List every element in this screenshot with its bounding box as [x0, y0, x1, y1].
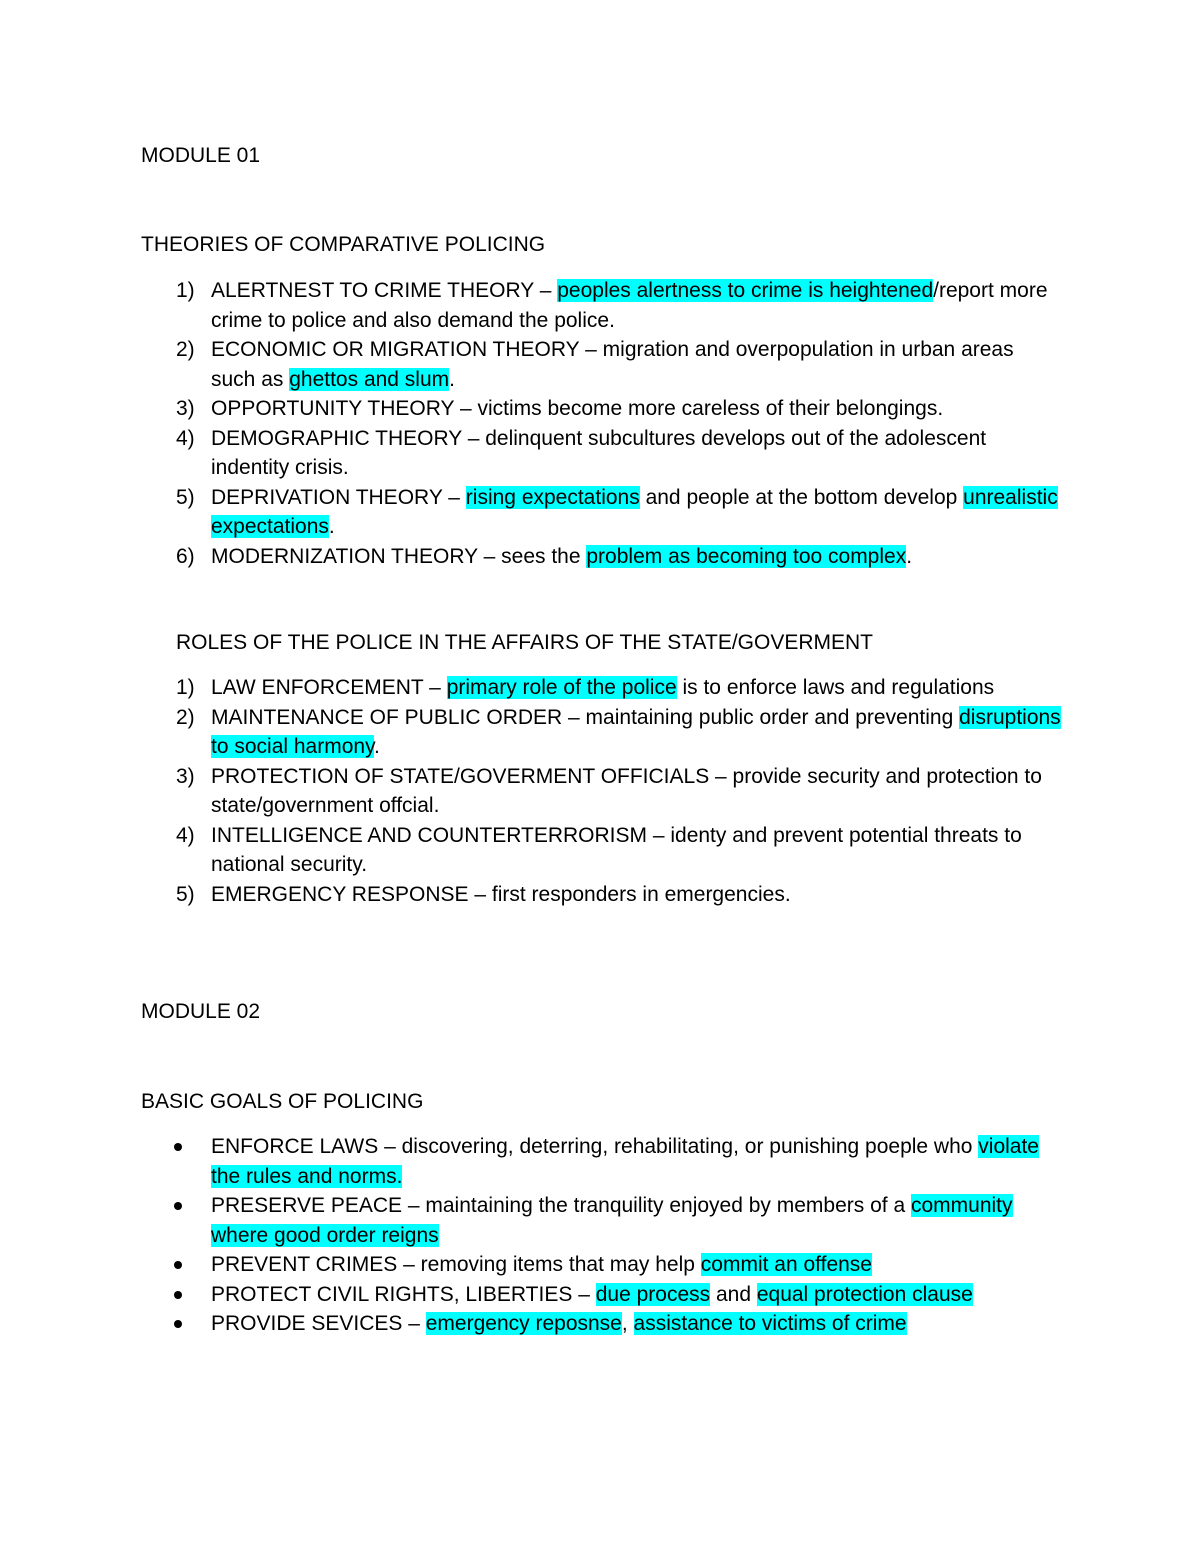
list-item: PROVIDE SEVICES – emergency reposnse, assistance to victims of crime: [0, 1309, 1061, 1339]
list-item: 2) ECONOMIC OR MIGRATION THEORY – migration and overpopulation in urban areas such as ghettos and slum.: [0, 335, 1061, 394]
highlighted-text: due process: [595, 1282, 711, 1306]
list-item: 1) ALERTNEST TO CRIME THEORY – peoples alertness to crime is heightened/report more crime to police and also demand the police.: [0, 276, 1061, 335]
theories-heading: THEORIES OF COMPARATIVE POLICING: [141, 233, 546, 256]
list-item: 4) DEMOGRAPHIC THEORY – delinquent subcultures develops out of the adolescent indentity crisis.: [0, 424, 1061, 483]
goals-list: [0, 1132, 1200, 1339]
list-number: 4): [176, 823, 195, 847]
list-item: 2) MAINTENANCE OF PUBLIC ORDER – maintaining public order and preventing disruptions to social harmony.: [0, 703, 1061, 762]
highlighted-text: equal protection clause: [756, 1282, 973, 1306]
highlighted-text: disruptions to social harmony: [211, 705, 1061, 758]
list-item: 3) OPPORTUNITY THEORY – victims become more careless of their belongings.: [0, 394, 1061, 424]
highlighted-text: assistance to victims of crime: [633, 1312, 907, 1335]
list-item: PROTECT CIVIL RIGHTS, LIBERTIES – due process and equal protection clause: [0, 1280, 1061, 1310]
bullet-icon: [174, 1143, 182, 1151]
bullet-icon: [174, 1202, 182, 1210]
list-number: 2): [176, 338, 195, 361]
list-item: ENFORCE LAWS – discovering, deterring, rehabilitating, or punishing poeple who violate the rules and norms.: [0, 1132, 1061, 1191]
list-item: 5) EMERGENCY RESPONSE – first responders in emergencies.: [0, 880, 1061, 910]
highlighted-text: emergency reposnse: [425, 1312, 622, 1335]
list-number: 4): [176, 426, 195, 450]
list-item: 4) INTELLIGENCE AND COUNTERTERRORISM – identy and prevent potential threats to national security.: [0, 821, 1061, 880]
bullet-icon: [174, 1291, 182, 1299]
highlighted-text: primary role of the police: [446, 676, 677, 699]
list-item: PREVENT CRIMES – removing items that may help commit an offense: [0, 1250, 1061, 1280]
goals-heading: BASIC GOALS OF POLICING: [141, 1090, 424, 1113]
highlighted-text: peoples alertness to crime is heightened: [557, 279, 934, 302]
list-number: 1): [176, 279, 195, 302]
list-number: 5): [176, 485, 195, 509]
list-item: PRESERVE PEACE – maintaining the tranquility enjoyed by members of a community where good order reigns: [0, 1191, 1061, 1250]
theories-list: [0, 276, 1200, 571]
list-number: 3): [176, 764, 195, 788]
highlighted-text: unrealistic expectations: [211, 485, 1058, 538]
roles-heading: ROLES OF THE POLICE IN THE AFFAIRS OF THE STATE/GOVERMENT: [176, 631, 874, 654]
list-number: 3): [176, 397, 195, 420]
highlighted-text: commit an offense: [700, 1253, 872, 1276]
highlighted-text: rising expectations: [465, 485, 640, 509]
list-item: 1) LAW ENFORCEMENT – primary role of the police is to enforce laws and regulations: [0, 673, 1061, 703]
bullet-icon: [174, 1261, 182, 1269]
list-item: 3) PROTECTION OF STATE/GOVERMENT OFFICIALS – provide security and protection to state/government offcial.: [0, 762, 1061, 821]
highlighted-text: community where good order reigns: [211, 1194, 1013, 1247]
highlighted-text: violate the rules and norms.: [211, 1135, 1039, 1188]
module-01-title: MODULE 01: [141, 144, 261, 167]
highlighted-text: ghettos and slum: [289, 367, 450, 391]
module-02-title: MODULE 02: [141, 1000, 261, 1023]
list-number: 5): [176, 882, 195, 906]
list-number: 6): [176, 544, 195, 568]
list-number: 1): [176, 676, 195, 699]
list-item: 5) DEPRIVATION THEORY – rising expectations and people at the bottom develop unrealistic expectations.: [0, 483, 1061, 542]
roles-list: [0, 673, 1200, 909]
bullet-icon: [174, 1320, 182, 1328]
highlighted-text: problem as becoming too complex: [586, 544, 907, 568]
list-number: 2): [176, 705, 195, 729]
list-item: 6) MODERNIZATION THEORY – sees the problem as becoming too complex.: [0, 542, 1061, 572]
